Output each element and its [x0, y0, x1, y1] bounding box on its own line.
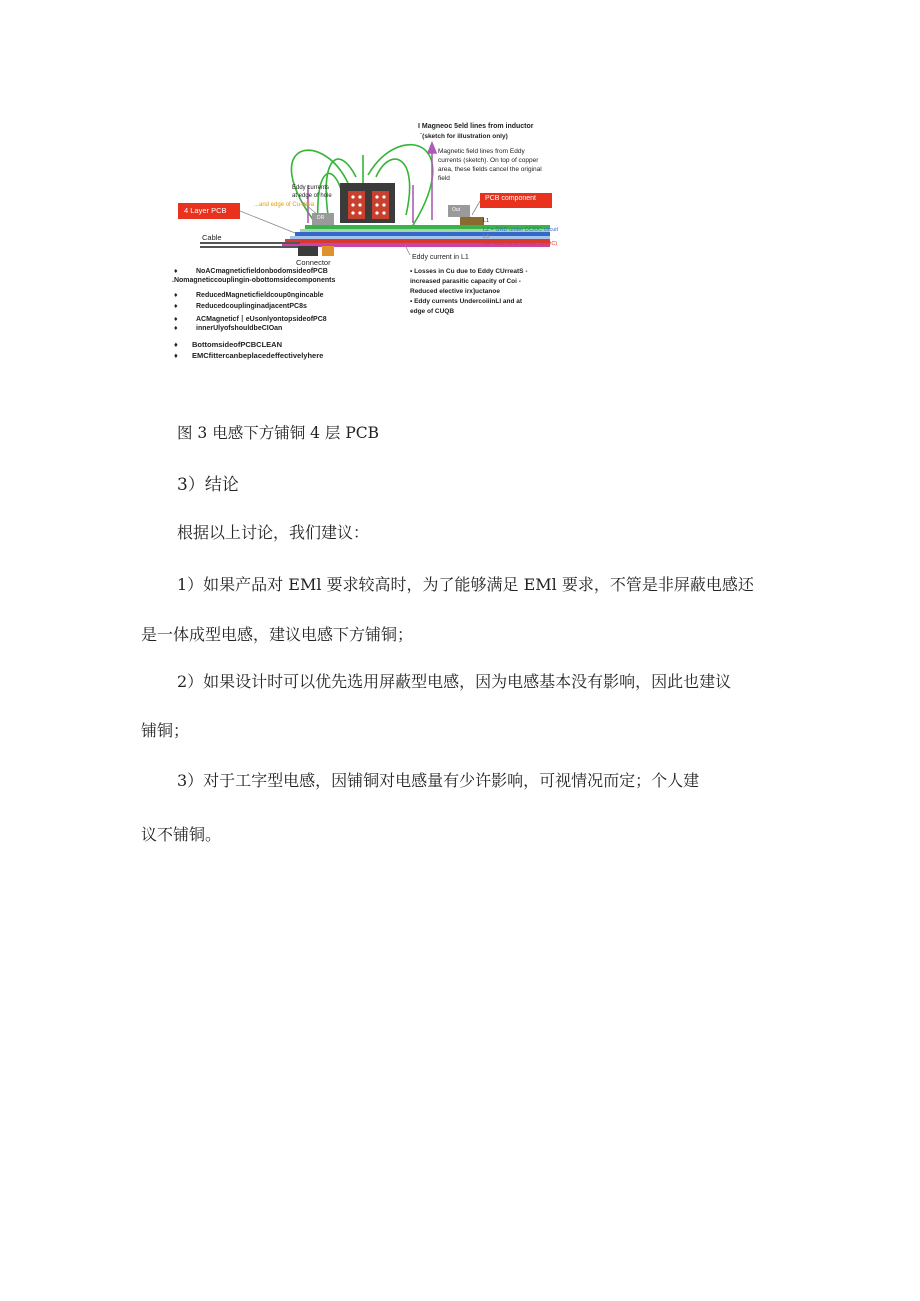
bullet-item: ♦ ReducedMagneticfieldcoup0ngincable [174, 292, 324, 299]
label-l4: L4= solid GND (under DC/DC) [483, 241, 558, 247]
bullet-item: ♦ ACMagneticf丨eUsonlyontopsideofPC8 [174, 316, 327, 323]
label-l3: L3 [483, 234, 490, 240]
label-eddy-field-1: Magnetic field lines from Eddy [438, 148, 525, 155]
label-inductor-field-2: `(sketch for illustration only) [420, 133, 508, 140]
cable-line [200, 246, 300, 248]
inductor-coil-right [372, 191, 389, 219]
bullet-item: .Nomagneticcouplingin-obottomsidecomponents [172, 277, 336, 284]
label-inductor-field-1: I Magneoc 5eld lines from inductor [418, 123, 534, 130]
bullet-item: • Losses in Cu due to Eddy CUrreatS - [410, 268, 528, 275]
bullet-item: edge of CUQB [410, 308, 455, 315]
layer-tag: 4 Layer PCB [184, 206, 227, 215]
bullet-item: ♦ NoACmagneticfieldonbodomsideofPCB [174, 268, 328, 275]
pad-left-label: DR [317, 215, 325, 221]
inductor-coil-left [348, 191, 365, 219]
bullet-item: ♦ innerUlyofshouldbeCIOan [174, 325, 283, 332]
cable-line [200, 242, 300, 244]
eddy-arrow-head [428, 143, 436, 153]
label-connector: Connector [296, 258, 331, 267]
bullet-item: Reduced elective irx]uctanoe [410, 288, 500, 295]
section-heading: 3）结论 [177, 475, 239, 495]
bullet-symbol: ♦ [174, 340, 178, 349]
bullet-symbol: ♦ [174, 351, 178, 360]
bullet-symbol: ♦ [174, 268, 178, 275]
bullet-item: ♦ ReducedcouplinginadjacentPC8s [174, 303, 307, 310]
pcb-component [460, 217, 484, 225]
pad-right-label: Out [452, 207, 461, 213]
paragraph: 是一体成型电感，建议电感下方铺铜； [141, 625, 414, 644]
bullet-symbol: ♦ [174, 292, 178, 299]
label-l1: L1 [483, 218, 490, 224]
leader-line [240, 211, 295, 233]
paragraph: 根据以上讨论，我们建议： [177, 523, 370, 542]
paragraph: 铺铜； [141, 721, 190, 740]
bullet-item: • Eddy currents UndercoiiinLl and at [410, 298, 523, 305]
layer-gap [290, 236, 550, 239]
component-tag: PCB component [485, 195, 536, 202]
label-eddy-field-2: currents (sketch). On top of copper [438, 157, 539, 164]
bullet-item: ♦ BottomsideofPCBCLEAN [174, 340, 282, 349]
bullet-item: ♦ EMCfittercanbeplacedeffectivelyhere [174, 351, 324, 360]
label-eddy-field-4: field [438, 175, 450, 182]
bullet-item: increased parasitic capacity of Coi - [410, 278, 521, 285]
leader-line [472, 201, 480, 215]
label-eddy-edge-1: Eddy currents [292, 185, 330, 191]
connector [298, 246, 318, 256]
label-l2: L2 = GND under DC/DC circuit [483, 227, 559, 233]
pcb-figure [170, 115, 560, 365]
connector-copper [322, 246, 334, 256]
bullet-symbol: ♦ [174, 303, 178, 310]
paragraph: 1）如果产品对 EMl 要求较高时，为了能够满足 EMl 要求，不管是非屏蔽电感还 [177, 575, 754, 594]
paragraph: 3）对于工字型电感，因铺铜对电感量有少许影响，可视情况而定；个人建 [177, 771, 700, 790]
figure-caption: 图 3 电感下方铺铜 4 层 PCB [177, 424, 380, 442]
label-eddy-edge-3: ...and edge of Cu-area [254, 202, 315, 208]
label-eddy-l1: Eddy current in L1 [412, 254, 469, 261]
bullet-symbol: ♦ [174, 325, 178, 332]
bullet-symbol: ♦ [174, 316, 178, 323]
label-eddy-edge-2: at edge of hole [292, 193, 332, 199]
paragraph: 议不铺铜。 [141, 825, 222, 844]
label-cable: Cable [202, 233, 222, 242]
label-eddy-field-3: area, these fields cancel the original [438, 166, 542, 173]
paragraph: 2）如果设计时可以优先选用屏蔽型电感，因为电感基本没有影响，因此也建议 [177, 672, 732, 691]
